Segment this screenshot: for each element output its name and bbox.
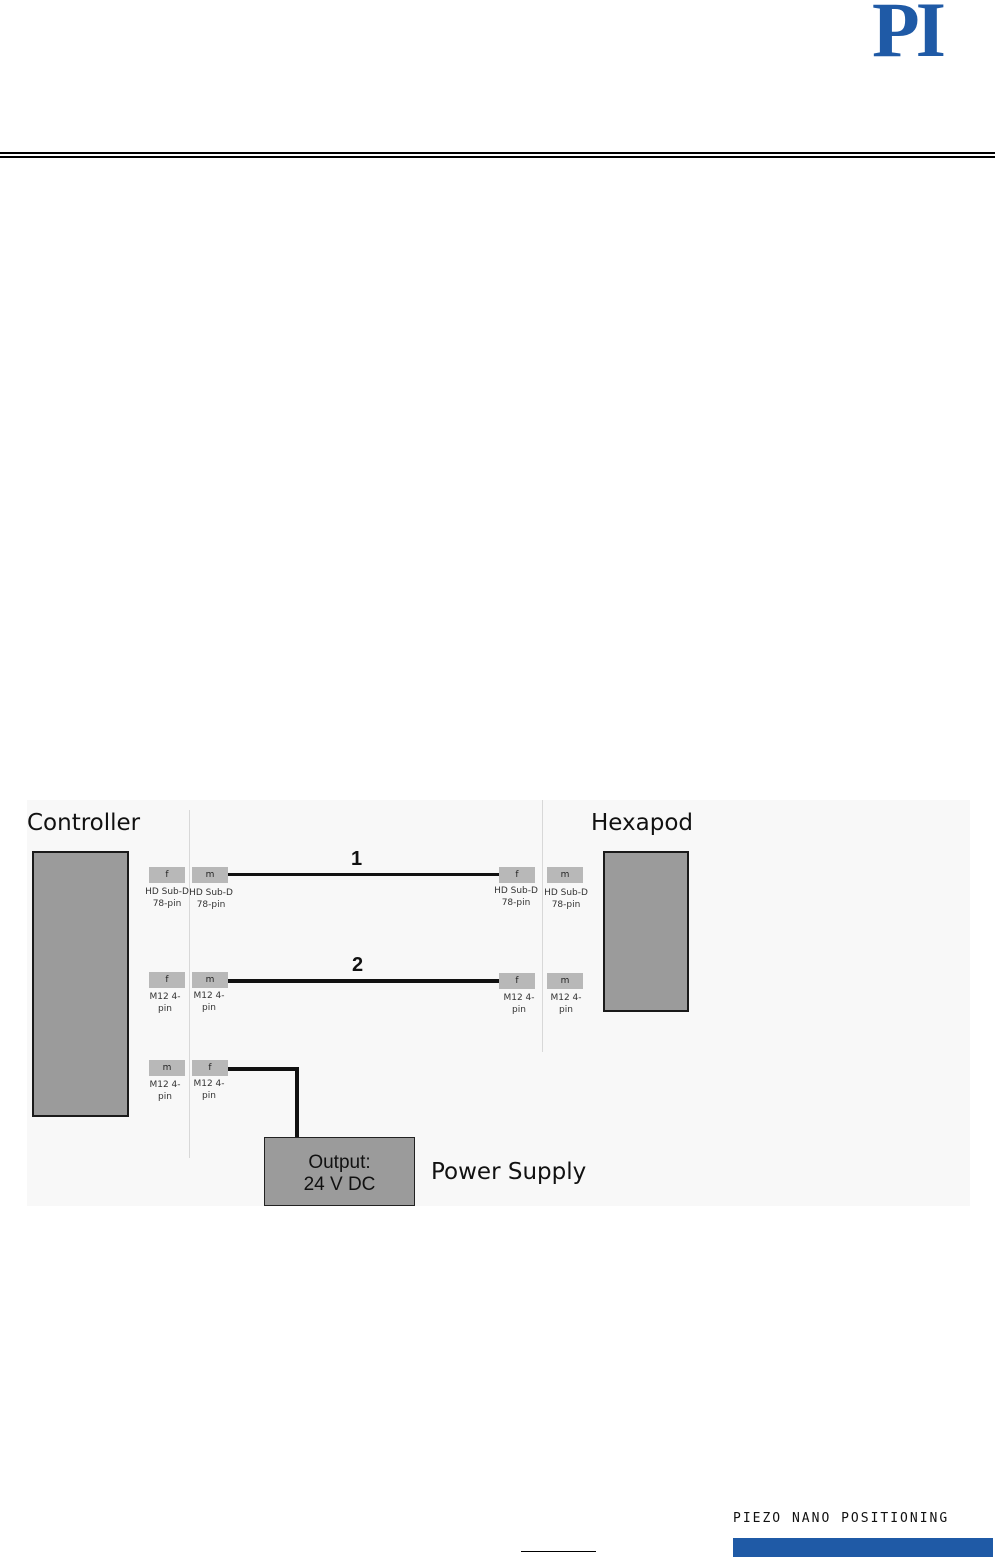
hexapod-socket-2-label: M12 4-pin	[550, 993, 582, 1015]
controller-socket-1: f	[149, 867, 185, 883]
power-supply-label: Power Supply	[431, 1159, 587, 1185]
hexapod-socket-2: m	[547, 973, 583, 989]
hexapod-box	[603, 851, 689, 1012]
cable-1-start-plug-label: HD Sub-D 78-pin	[189, 888, 233, 910]
controller-box	[32, 851, 129, 1117]
hexapod-socket-1: m	[547, 867, 583, 883]
controller-socket-1-label: HD Sub-D 78-pin	[145, 887, 189, 909]
controller-side-divider	[189, 810, 190, 1158]
power-plug: f	[192, 1060, 228, 1076]
hexapod-socket-1-label: HD Sub-D 78-pin	[544, 888, 588, 910]
cable-1-start-plug: m	[192, 867, 228, 883]
footer-tagline: PIEZO NANO POSITIONING	[733, 1511, 950, 1526]
pi-logo: PI	[872, 0, 942, 73]
power-supply-output-label: Output:	[308, 1152, 371, 1173]
cable-2-start-plug: m	[192, 972, 228, 988]
power-cable-vertical	[295, 1067, 299, 1138]
controller-socket-2: f	[149, 972, 185, 988]
power-supply-voltage: 24 V DC	[303, 1174, 376, 1195]
cable-connection-diagram	[27, 800, 970, 1206]
footer-page-rule	[521, 1551, 596, 1552]
header-rule-secondary	[0, 156, 995, 158]
controller-label: Controller	[27, 810, 141, 836]
cable-1-number: 1	[351, 848, 363, 870]
cable-2-start-plug-label: M12 4-pin	[193, 991, 225, 1013]
power-cable-horizontal	[228, 1067, 299, 1071]
cable-1-end-plug: f	[499, 867, 535, 883]
header-rule	[0, 152, 995, 154]
hexapod-side-divider	[542, 800, 543, 1052]
controller-power-socket-label: M12 4-pin	[149, 1080, 181, 1102]
cable-2-end-plug-label: M12 4-pin	[503, 993, 535, 1015]
cable-2-line	[228, 979, 499, 983]
hexapod-label: Hexapod	[591, 810, 694, 836]
cable-2-end-plug: f	[499, 973, 535, 989]
footer-brand-bar	[733, 1538, 993, 1557]
power-supply-box	[264, 1137, 415, 1206]
cable-1-line	[228, 873, 499, 876]
cable-2-number: 2	[352, 954, 364, 976]
cable-1-end-plug-label: HD Sub-D 78-pin	[494, 886, 538, 908]
power-plug-label: M12 4-pin	[193, 1079, 225, 1101]
controller-socket-2-label: M12 4-pin	[149, 992, 181, 1014]
controller-power-socket: m	[149, 1060, 185, 1076]
